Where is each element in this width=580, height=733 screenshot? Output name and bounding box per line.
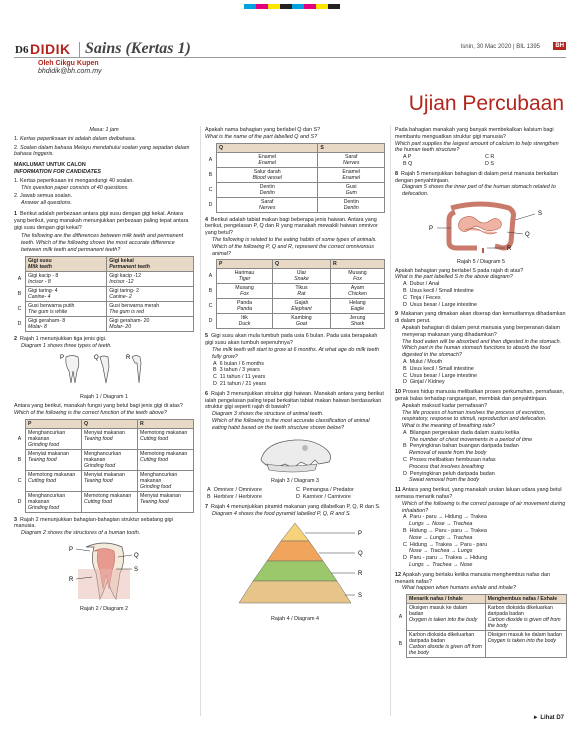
tooth-cross-section-icon bbox=[78, 543, 130, 599]
instruction-1: Kertas peperiksaan ini adalah dalam dwibahasa. bbox=[20, 135, 136, 142]
q10-option[interactable]: C Proses melibatkan hembusan nafas Process that involves breathing bbox=[403, 457, 496, 470]
table-row[interactable]: B Karbon dioksida dikeluarkan daripada badan Carbon dioxide is given off from the body Oksigen masuk ke dalam badan Oxygen is taken into the body bbox=[395, 631, 567, 658]
diagram-3-caption: Rajah 3 / Diagram 3 bbox=[271, 478, 319, 485]
tooth-r-icon bbox=[132, 356, 141, 384]
q7-option[interactable]: C R bbox=[485, 154, 495, 161]
q10-text-bm: Proses hidup manusia melibatkan proses perkumuhan, pernafasan, gerak balas terhadap rangsangan, membiak dan penyahtinjaan. bbox=[395, 389, 565, 402]
info-1-bm: Kertas peperiksaan ini mengandungi 40 soalan. bbox=[20, 177, 134, 184]
tooth-label: Q bbox=[94, 355, 99, 362]
page-number: D6 bbox=[15, 44, 29, 56]
q9-text-bm-2: Apakah bahagian di dalam perut manusia yang berperanan dalam menyerap makanan yang dihadamkan? bbox=[402, 324, 560, 338]
table-row[interactable]: A Menghancurkan makanan Grinding food Menyiat makanan Tearing food Memotong makanan Cutting food bbox=[14, 428, 194, 449]
q8-option[interactable]: C Tinja / Feces bbox=[403, 294, 441, 301]
q7-option[interactable]: B Q bbox=[403, 160, 413, 167]
q2-text-en: Diagram 1 shows three types of teeth. bbox=[21, 342, 112, 349]
column-3: Pada bahagian manakah yang banyak membekalkan kalsium bagi membantu menguatkan struktur gigi manusia? Which part supplies the largest amount of calcium to help strengthen the human teeth structure? A P C R B Q D S 8 Rajah 5 menunjukkan bahagian di dalam perut manusia berkaitan dengan penyahtinjaan. Diagram 5 shows the inner part of the human stomach related to defecation. S P Q R Rajah 5 / Diagram 5 Apakah bahagian yang berlabel S pada rajah di atas? What is the part labelled S in the above diagram? A Dubur / Anal B Usus kecil / Small intestine C Tinja / Feces D Usus besar / Large intestine 9 Makanan yang dimakan akan diserap dan kemudiannya dihadamkan di dalam perut. Apakah bahagian di dalam perut manusia yang berperanan dalam menyerap makanan yang dihadamkan? The food eaten will be absorbed and then digested in the stomach. Which part in the human stomach functions to absorb the food digested in the stomach? A Mulut / Mouth B Usus kecil / Small intestine C Usus besar / Large intestine D Ginjal / Kidney 10 Proses hidup manusia melibatkan proses perkumuhan, pernafasan, gerak balas terhadap rangsangan, membiak dan penyahtinjaan. Apakah maksud kadar pernafasan? The life process of human involves the process of excretion, respiratory, response to stimuli, reproduction and defecation. What is the meaning of breathing rate? A Bilangan pergerakan dada dalam suatu ketika The number of chest movements in a period of time B Penyingkiran bahan buangan daripada badan Removal of waste from the body C Proses melibatkan hembusan nafas Process that involves breathing D Penyingkiran peluh daripada badan Sweat removal from the body 11 Antara yang berikut, yang manakah urutan laluan udara yang betul semasa menarik nafas? Which of the following is the correct passage of air movement during inhalation? A Paru - paru → Hidung → Trakea Lungs → Nose → Trachea B Hidung → Paru - paru → Trakea Nose → Lungs → Trachea C Hidung → Trakea → Paru - paru Nose → Trachea → Lungs D Paru - paru → Trakea → Hidung Lungs → Trachea → Nose 12 Apakah yang berlaku ketika manusia menghembus nafas dan menarik nafas? What happen when humans exhale and inhale? Menarik nafas / Inhale Menghembus nafas / Exhale A Oksigen masuk ke dalam badan Oxygen is taken into the body Karbon dioksida dikeluarkan daripada badan Carbon dioxide is given off from the body B Karbon dioksida dikeluarkan daripada badan Carbon dioxide is given off from the body Oksigen masuk ke dalam badan Oxygen is taken into the body bbox=[395, 127, 566, 657]
column-2: Apakah nama bahagian yang berlabel Q dan S? What is the name of the part labelled Q and S? Q S A Enamel Enamel Saraf Nerves B Salur darah Blood vessel Enamel Enamel C Dentin Dentin Gusi Gum D Saraf Nerves Dentin Dentin 4 Berikut adalah tabiat makan bagi beberapa jenis haiwan. Antara yang berikut, pengelasan P, Q dan R yang manakah mewakili haiwan omnivor yang betul? The following is related to the eating habits of some types of animals. Which of the following P, Q and R, represent the correct omnivorous animal? P Q R A Harimau Tiger Ular Snake Musang Fox B Musang Fox Tikus Rat Ayam Chicken C Panda Panda Gajah Elephant Helang Eagle D Itik Duck Kambing Goat Jerung Shark 5 Gigi susu akan mula tumbuh pada usia 6 bulan. Pada usia berapakah gigi susu akan tumbuh sepenuhnya? The milk teeth will start to grow at 6 months. At what age do milk teeth fully grow? A 6 bulan / 6 months B 3 tahun / 3 years C 11 tahun / 11 years D 21 tahun / 21 years 6 Rajah 3 menunjukkan struktur gigi haiwan. Manakah antara yang berikut ialah pengelasan paling tepat berkaitan tabiat makan haiwan berdasarkan struktur gigi seperti rajah di bawah? Diagram 3 shows the structure of animal teeth. Which of the following is the most accurate classification of animal eating habit based on the teeth structure shown below? Rajah 3 / Diagram 3 A Omnivor / Omnivore C Pemangsa / Predator B Herbivor / Herbivore D Karnivor / Carnivore 7 Rajah 4 menunjukkan piramid makanan yang dilabelkan P, Q, R dan S. Diagram 4 shows the food pyramid labelled P, Q, R and S. P Q R S Rajah 4 / Diagram 4 bbox=[205, 127, 384, 623]
q6-text-bm: Rajah 3 menunjukkan struktur gigi haiwan. Manakah antara yang berikut ialah pengelasan paling tepat berkaitan tabiat makan haiwan berdasarkan struktur gigi seperti rajah di bawah? bbox=[205, 390, 384, 411]
diagram-2-caption: Rajah 2 / Diagram 2 bbox=[80, 605, 128, 612]
subject-title: Sains (Kertas 1) bbox=[85, 40, 191, 57]
q5-option[interactable]: D 21 tahun / 21 years bbox=[213, 380, 267, 387]
q10-option[interactable]: A Bilangan pergerakan dada dalam suatu ketika The number of chest movements in a period of time bbox=[403, 429, 533, 443]
diagram-label: Q bbox=[358, 551, 363, 558]
diagram-label: R bbox=[358, 571, 363, 578]
q6-option[interactable]: B Herbivor / Herbivore bbox=[207, 493, 262, 500]
table-row[interactable]: D Gigi geraham- 8 Molar- 8 Gigi geraham- 20 Molar- 20 bbox=[14, 316, 194, 331]
q7-options bbox=[403, 154, 567, 168]
diagram-1-teeth bbox=[14, 351, 194, 389]
q8-text-en: Diagram 5 shows the inner part of the human stomach related to defecation. bbox=[402, 184, 556, 198]
table-row[interactable]: B Salur darah Blood vessel Enamel Enamel bbox=[205, 167, 385, 182]
q9-option[interactable]: C Usus besar / Large intestine bbox=[403, 372, 478, 379]
q2-table: P Q R A Menghancurkan makanan Grinding food Menyiat makanan Tearing food Memotong makanan Cutting food B Menyiat makanan Tearing food Menghancurkan makanan Grinding food Memotong makanan Cutting food C Memotong makanan Cutting food Menyiat makanan Tearing food Menghancurkan makanan Grinding food D Menghancurkan makanan Grinding food Memotong makanan Cutting food Menyiat makanan Tearing food bbox=[14, 419, 194, 513]
q9-text-bm: Makanan yang dimakan akan diserap dan kemudiannya dihadamkan di dalam perut. bbox=[395, 311, 566, 325]
q7-question-bm: Pada bahagian manakah yang banyak membekalkan kalsium bagi membantu menguatkan struktur gigi manusia? bbox=[395, 127, 554, 140]
info-2-en: Answer all questions. bbox=[21, 200, 72, 207]
q12-text-bm: Apakah yang berlaku ketika manusia menghembus nafas dan menarik nafas? bbox=[395, 571, 550, 585]
q6-options bbox=[207, 487, 385, 501]
diagram-label: R bbox=[507, 245, 512, 252]
info-1-en: This question paper consists of 40 questions. bbox=[21, 184, 129, 191]
section-name: DIDIK bbox=[30, 41, 71, 57]
q7-text-en: Diagram 4 shows the food pyramid labelled P, Q, R and S. bbox=[212, 510, 351, 517]
table-row[interactable]: C Memotong makanan Cutting food Menyiat makanan Tearing food Menghancurkan makanan Grinding food bbox=[14, 470, 194, 491]
diagram-label: P bbox=[358, 531, 363, 538]
color-registration-bar bbox=[244, 4, 340, 9]
diagram-label: Q bbox=[525, 231, 530, 238]
diagram-label: P bbox=[429, 225, 434, 232]
diagram-5-digestive-system bbox=[395, 198, 567, 254]
q11-option[interactable]: C Hidung → Trakea → Paru - paru Nose → Trachea → Lungs bbox=[403, 541, 488, 555]
tooth-label: P bbox=[60, 355, 65, 362]
table-row[interactable]: C Gusi berwarna putih The gum is white Gusi berwarna merah The gum is red bbox=[14, 301, 194, 316]
info-heading-bm: MAKLUMAT UNTUK CALON bbox=[14, 162, 86, 169]
tooth-q-icon bbox=[100, 356, 109, 383]
diagram-label: S bbox=[358, 593, 363, 600]
tooth-p-icon bbox=[66, 356, 79, 384]
diagram-label: S bbox=[134, 566, 139, 573]
q11-option[interactable]: A Paru - paru → Hidung → Trakea Lungs → Nose → Trachea bbox=[403, 514, 487, 528]
q10-option[interactable]: D Penyingkiran peluh daripada badan Sweat removal from the body bbox=[403, 470, 495, 484]
q1-text-en: The following are the differences between milk teeth and permanent teeth. Which of the following shows the most accurate difference between milk teeth and permanent teeth? bbox=[21, 233, 184, 253]
q3-text-bm: Rajah 2 menunjukkan bahagian-bahagian struktur sebatang gigi manusia. bbox=[14, 516, 173, 530]
q2-question-bm: Antara yang berikut, manakah fungsi yang betul bagi jenis gigi di atas? bbox=[14, 402, 183, 409]
q12-table: Menarik nafas / Inhale Menghembus nafas / Exhale A Oksigen masuk ke dalam badan Oxygen is taken into the body Karbon dioksida dikeluarkan daripada badan Carbon dioxide is given off from the body B Karbon dioksida dikeluarkan daripada badan Carbon dioxide is given off from the body Oksigen masuk ke dalam badan Oxygen is taken into the body bbox=[395, 594, 567, 658]
intestine-icon bbox=[449, 204, 514, 253]
table-row[interactable]: A Enamel Enamel Saraf Nerves bbox=[205, 152, 385, 167]
q6-option[interactable]: C Pemangsa / Predator bbox=[296, 487, 354, 494]
diagram-2-tooth-structure bbox=[14, 539, 194, 601]
table-row[interactable]: B Menyiat makanan Tearing food Menghancurkan makanan Grinding food Memotong makanan Cutting food bbox=[14, 449, 194, 470]
q8-option[interactable]: B Usus kecil / Small intestine bbox=[403, 287, 474, 294]
q8-text-bm: Rajah 5 menunjukkan bahagian di dalam perut manusia berkaitan dengan penyahtinjaan. bbox=[395, 170, 559, 184]
diagram-4-food-pyramid bbox=[205, 519, 385, 611]
q4-text-bm: Berikut adalah tabiat makan bagi beberapa jenis haiwan. Antara yang berikut, pengelasan P, Q dan R yang manakah mewakili haiwan omnivor yang betul? bbox=[205, 216, 378, 237]
q3-table: Q S A Enamel Enamel Saraf Nerves B Salur darah Blood vessel Enamel Enamel C Dentin Dentin Gusi Gum D Saraf Nerves Dentin Dentin bbox=[205, 143, 385, 213]
q11-text-en: Which of the following is the correct passage of air movement during inhalation? bbox=[402, 500, 566, 514]
column-divider bbox=[200, 126, 201, 716]
q9-text-en-2: Which part in the human stomach functions to absorb the food digested in the stomach? bbox=[402, 345, 551, 359]
table-row[interactable]: A Gigi kacip - 8 Incisor - 8 Gigi kacip -12 Incisor -12 bbox=[14, 271, 194, 286]
diagram-4-caption: Rajah 4 / Diagram 4 bbox=[271, 616, 319, 623]
q8-question-bm: Apakah bahagian yang berlabel S pada rajah di atas? bbox=[395, 267, 524, 274]
continue-link[interactable]: ► Lihat D7 bbox=[532, 715, 564, 721]
q11-option[interactable]: B Hidung → Paru - paru → Trakea Nose → Lungs → Trachea bbox=[403, 528, 487, 541]
table-row[interactable]: C Panda Panda Gajah Elephant Helang Eagle bbox=[205, 299, 385, 314]
q3-question-bm: Apakah nama bahagian yang berlabel Q dan S? bbox=[205, 127, 321, 133]
table-row[interactable]: A Oksigen masuk ke dalam badan Oxygen is taken into the body Karbon dioksida dikeluarkan daripada badan Carbon dioxide is given off from the body bbox=[395, 604, 567, 631]
diagram-3-animal-skull bbox=[205, 434, 385, 474]
time-allowed: Masa: 1 jam bbox=[89, 127, 119, 133]
q4-text-en: The following is related to the eating habits of some types of animals. Which of the following P, Q and R, represent the correct omnivorous animal? bbox=[212, 236, 377, 257]
q4-table: P Q R A Harimau Tiger Ular Snake Musang Fox B Musang Fox Tikus Rat Ayam Chicken C Panda Panda Gajah Elephant Helang Eagle D Itik Duck Kambing Goat Jerung Shark bbox=[205, 259, 385, 329]
q3-question-en: What is the name of the part labelled Q and S? bbox=[205, 133, 318, 140]
instruction-2: Soalan dalam bahasa Melayu mendahului soalan yang sepadan dalam bahasa Inggeris. bbox=[14, 144, 190, 158]
q6-text-en-2: Which of the following is the most accurate classification of animal eating habit based on the teeth structure shown below? bbox=[212, 417, 370, 431]
q8-option[interactable]: D Usus besar / Large intestine bbox=[403, 301, 478, 308]
q6-text-en-1: Diagram 3 shows the structure of animal teeth. bbox=[212, 411, 324, 418]
author-block bbox=[38, 60, 102, 76]
column-1: Masa: 1 jam 1. Kertas peperiksaan ini adalah dalam dwibahasa. 2. Soalan dalam bahasa Melayu mendahului soalan yang sepadan dalam bahasa Inggeris. MAKLUMAT UNTUK CALON INFORMATION FOR CANDIDATES 1. Kertas peperiksaan ini mengandungi 40 soalan. This question paper consists of 40 questions. 2. Jawab semua soalan. Answer all questions. 1 Berikut adalah perbezaan antara gigi susu dengan gigi kekal. Antara yang berikut, yang manakah menunjukkan perbezaan paling tepat antara gigi susu dengan gigi kekal? The following are the differences between milk teeth and permanent teeth. Which of the following shows the most accurate difference between milk teeth and permanent teeth? Gigi susu Milk teeth Gigi kekal Permanent teeth A Gigi kacip - 8 Incisor - 8 Gigi kacip -12 Incisor -12 B Gigi taring- 4 Canine- 4 Gigi taring- 2 Canine- 2 C Gusi berwarna putih The gum is white Gusi berwarna merah The gum is red D Gigi geraham- 8 Molar- 8 Gigi geraham- 20 Molar- 20 2 Rajah 1 menunjukkan tiga jenis gigi. Diagram 1 shows three types of teeth. P Q R Rajah 1 / Diagram 1 Antara yang berikut, manakah fungsi yang betul bagi jenis gigi di atas? Which of the following is the correct function of the teeth above? P Q R A Menghancurkan makanan Grinding food Menyiat makanan Tearing food Memotong makanan Cutting food B Menyiat makanan Tearing food Menghancurkan makanan Grinding food Memotong makanan Cutting food C Memotong makanan Cutting food Menyiat makanan Tearing food Menghancurkan makanan Grinding food D Menghancurkan makanan Grinding food Memotong makanan Cutting food Menyiat makanan Tearing food 3 Rajah 2 menunjukkan bahagian-bahagian struktur sebatang gigi manusia. Diagram 2 shows the structures of a human tooth. P Q S R Rajah 2 / Diagram 2 bbox=[14, 127, 194, 615]
q9-option[interactable]: A Mulut / Mouth bbox=[403, 358, 443, 365]
q5-text-bm: Gigi susu akan mula tumbuh pada usia 6 bulan. Pada usia berapakah gigi susu akan tumbuh sepenuhnya? bbox=[205, 333, 378, 347]
q10-text-en: The life process of human involves the process of excretion, respiratory, response to stimuli, reproduction and defecation. bbox=[402, 409, 547, 423]
q7-question-en: Which part supplies the largest amount of calcium to help strengthen the human teeth structure? bbox=[395, 140, 559, 154]
exam-title: Ujian Percubaan bbox=[408, 92, 564, 115]
author-name: Oleh Cikgu Kupen bbox=[38, 60, 99, 67]
q10-text-en-2: What is the meaning of breathing rate? bbox=[402, 423, 495, 430]
diagram-label: S bbox=[538, 210, 543, 217]
q5-option[interactable]: C 11 tahun / 11 years bbox=[213, 374, 266, 381]
table-row[interactable]: C Dentin Dentin Gusi Gum bbox=[205, 182, 385, 197]
q5-option[interactable]: B 3 tahun / 3 years bbox=[213, 367, 260, 374]
q2-question-en: Which of the following is the correct function of the teeth above? bbox=[14, 409, 167, 416]
q5-text-en: The milk teeth will start to grow at 6 months. At what age do milk teeth fully grow? bbox=[212, 346, 379, 360]
author-email[interactable]: bhdidik@bh.com.my bbox=[38, 68, 102, 75]
food-pyramid-icon bbox=[239, 523, 351, 603]
q7-option[interactable]: A P bbox=[403, 154, 412, 161]
q8-question-en: What is the part labelled S in the above diagram? bbox=[395, 274, 513, 281]
q10-option[interactable]: B Penyingkiran bahan buangan daripada badan Removal of waste from the body bbox=[403, 443, 519, 457]
table-row[interactable]: D Itik Duck Kambing Goat Jerung Shark bbox=[205, 314, 385, 329]
column-divider bbox=[390, 126, 391, 716]
q1-table: Gigi susu Milk teeth Gigi kekal Permanent teeth A Gigi kacip - 8 Incisor - 8 Gigi kacip -12 Incisor -12 B Gigi taring- 4 Canine- 4 Gigi taring- 2 Canine- 2 C Gusi berwarna putih The gum is white Gusi berwarna merah The gum is red D Gigi geraham- 8 Molar- 8 Gigi geraham- 20 Molar- 20 bbox=[14, 256, 194, 332]
diagram-5-caption: Rajah 5 / Diagram 5 bbox=[457, 258, 505, 265]
diagram-1-caption: Rajah 1 / Diagram 1 bbox=[80, 394, 128, 401]
q3-text-en: Diagram 2 shows the structures of a human tooth. bbox=[21, 530, 141, 537]
q9-option[interactable]: D Ginjal / Kidney bbox=[403, 379, 445, 386]
q1-text-bm: Berikut adalah perbezaan antara gigi susu dengan gigi kekal. Antara yang berikut, yang manakah menunjukkan perbezaan paling tepat antara gigi susu dengan gigi kekal? bbox=[14, 210, 189, 231]
q11-text-bm: Antara yang berikut, yang manakah urutan laluan udara yang betul semasa menarik nafas? bbox=[395, 487, 562, 501]
q6-option[interactable]: D Karnivor / Carnivore bbox=[296, 493, 351, 500]
info-heading-en: INFORMATION FOR CANDIDATES bbox=[14, 168, 101, 175]
q11-option[interactable]: D Paru - paru → Trakea → Hidung Lungs → Trachea → Nose bbox=[403, 555, 488, 569]
table-row[interactable]: B Musang Fox Tikus Rat Ayam Chicken bbox=[205, 284, 385, 299]
q6-option[interactable]: A Omnivor / Omnivore bbox=[207, 487, 262, 494]
issue-date: Isnin, 30 Mac 2020 | BIL 1395 bbox=[460, 44, 540, 50]
diagram-label: Q bbox=[134, 552, 139, 559]
q10-text-bm-2: Apakah maksud kadar pernafasan? bbox=[402, 402, 488, 409]
skull-icon bbox=[261, 439, 331, 471]
table-row[interactable]: D Saraf Nerves Dentin Dentin bbox=[205, 197, 385, 212]
info-2-bm: Jawab semua soalan. bbox=[20, 193, 73, 200]
q2-text-bm: Rajah 1 menunjukkan tiga jenis gigi. bbox=[20, 335, 107, 342]
q7-text-bm: Rajah 4 menunjukkan piramid makanan yang dilabelkan P, Q, R dan S. bbox=[211, 503, 381, 510]
q12-text-en: What happen when humans exhale and inhale? bbox=[402, 585, 516, 592]
tooth-label: R bbox=[126, 355, 131, 362]
q9-option[interactable]: B Usus kecil / Small intestine bbox=[403, 365, 474, 372]
table-row[interactable]: B Gigi taring- 4 Canine- 4 Gigi taring- 2 Canine- 2 bbox=[14, 286, 194, 301]
diagram-label: R bbox=[69, 576, 74, 583]
header-rule bbox=[14, 57, 566, 58]
q9-text-en: The food eaten will be absorbed and then digested in the stomach. bbox=[402, 338, 562, 345]
q7-option[interactable]: D S bbox=[485, 160, 494, 167]
q5-option[interactable]: A 6 bulan / 6 months bbox=[213, 360, 264, 367]
header-divider bbox=[79, 42, 80, 58]
table-row[interactable]: A Harimau Tiger Ular Snake Musang Fox bbox=[205, 269, 385, 284]
q8-option[interactable]: A Dubur / Anal bbox=[403, 281, 440, 288]
bh-logo: BH bbox=[555, 43, 564, 49]
table-row[interactable]: D Menghancurkan makanan Grinding food Memotong makanan Cutting food Menyiat makanan Tearing food bbox=[14, 491, 194, 512]
diagram-label: P bbox=[69, 546, 74, 553]
